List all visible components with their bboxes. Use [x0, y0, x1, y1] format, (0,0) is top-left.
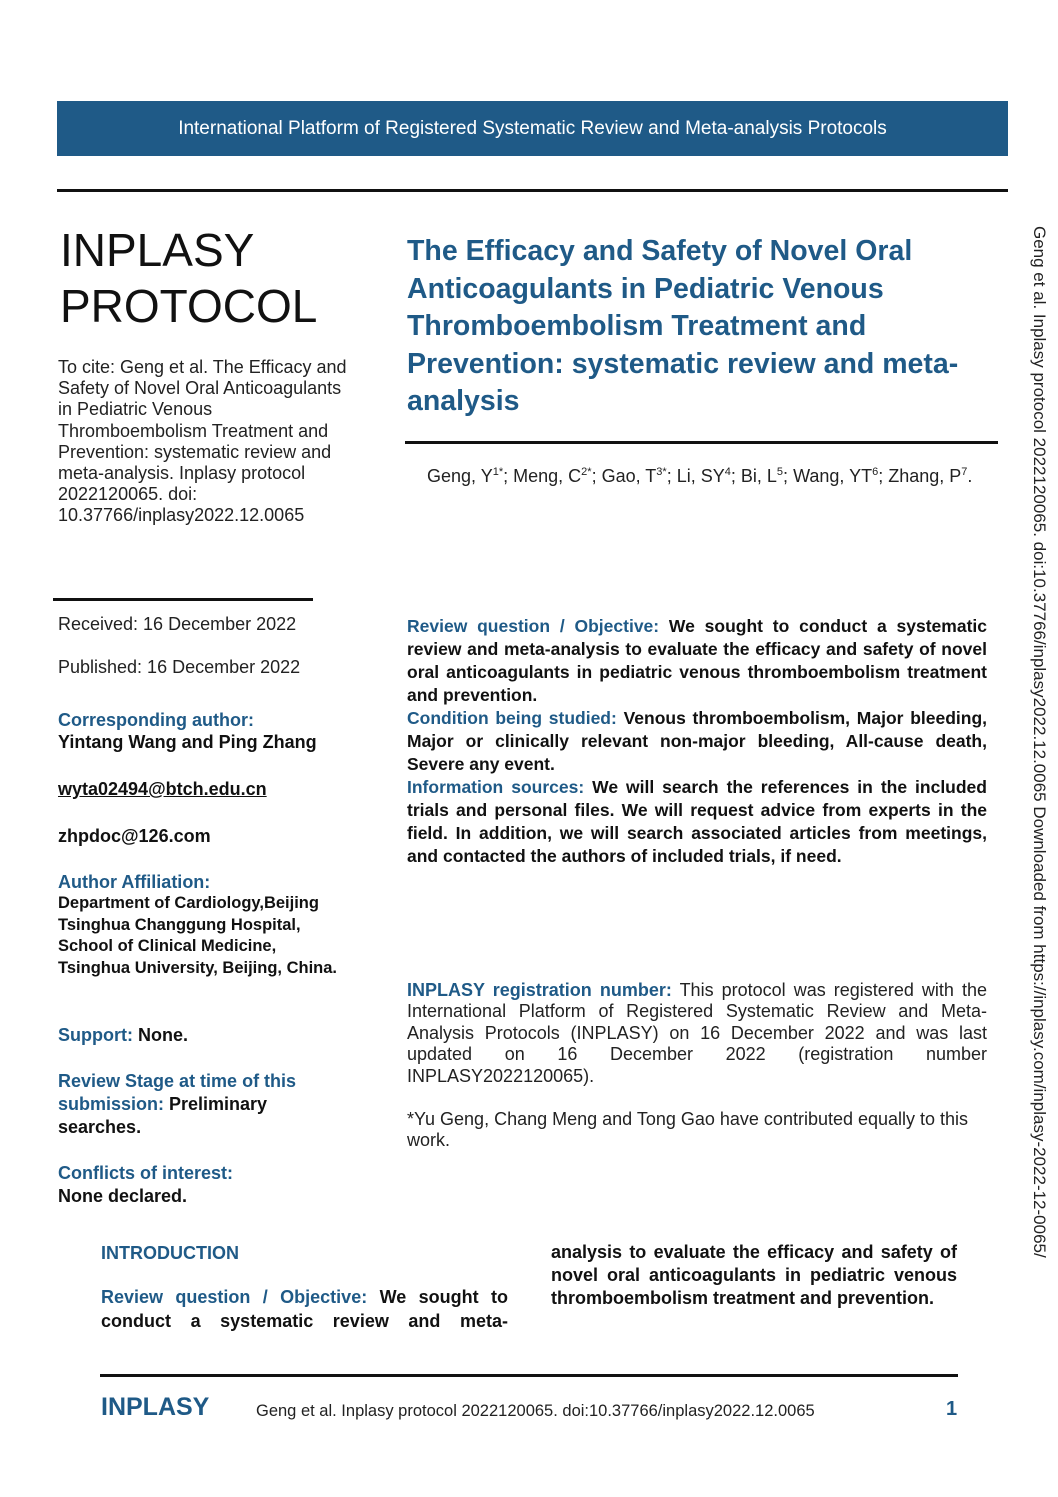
email-link-1[interactable]: wyta02494@btch.edu.cn	[58, 779, 267, 799]
conflicts-value: None declared.	[58, 1186, 188, 1206]
corresponding-author-name: Yintang Wang and Ping Zhang	[58, 732, 317, 752]
brand-line-2: PROTOCOL	[60, 280, 318, 332]
side-download-note: Geng et al. Inplasy protocol 2022120065. doi:10.37766/inplasy2022.12.0065 Downloaded from https://inplasy.com/inplasy-2022-12-0065/	[1030, 226, 1049, 1258]
introduction-right-column: analysis to evaluate the efficacy and safety of novel oral anticoagulants in pediatric venous thromboembolism treatment and prevention.	[551, 1242, 957, 1308]
footer-citation: Geng et al. Inplasy protocol 2022120065. doi:10.37766/inplasy2022.12.0065	[256, 1402, 815, 1420]
author-entry: Li, $SY^4$;	[676, 466, 741, 486]
author-affiliation-mark: 6	[872, 466, 879, 478]
abstract-condition	[407, 707, 987, 776]
equal-contribution-note: *Yu Geng, Chang Meng and Tong Gao have contributed equally to this work.	[407, 1109, 969, 1151]
author-entry: Gao, $T^{3*}$;	[601, 466, 677, 486]
introduction-objective	[101, 1285, 508, 1333]
support-value: None.	[132, 1025, 188, 1045]
published-date: Published: 16 December 2022	[58, 657, 301, 677]
author-name: Zhang, P	[888, 466, 962, 486]
corresponding-author	[58, 709, 358, 753]
objective-label: Review question / Objective:	[407, 616, 660, 636]
footer-brand: INPLASY	[101, 1393, 210, 1421]
review-stage	[58, 1070, 338, 1139]
left-divider	[53, 598, 313, 601]
author-affiliation-mark: 7	[961, 466, 968, 478]
author-affiliation	[58, 871, 358, 979]
registration-statement	[407, 980, 987, 1087]
author-entry: Wang, $YT^6$;	[793, 466, 889, 486]
support	[58, 1024, 358, 1046]
author-entry: Meng, $C^{2*}$;	[513, 466, 602, 486]
conflicts-of-interest	[58, 1162, 358, 1208]
page-number: 1	[946, 1398, 958, 1420]
received-date: Received: 16 December 2022	[58, 614, 297, 634]
review-stage-value: Preliminary searches.	[58, 1094, 268, 1137]
author-name: Li, SY	[676, 466, 725, 486]
introduction-left-column	[101, 1241, 508, 1333]
corresponding-author-label: Corresponding author:	[58, 710, 254, 730]
top-divider	[57, 189, 1008, 192]
author-affiliation-mark: 3*	[656, 466, 667, 478]
registration-text: This protocol was registered with the International Platform of Registered Systematic Review and Meta-Analysis Protocols (INPLASY) on 16 December 2022 and was last updated on 16 December 2022 (registration number INPLASY2022120065).	[407, 980, 987, 1086]
affiliation-label: Author Affiliation:	[58, 872, 211, 892]
abstract-objective	[407, 615, 987, 707]
journal-banner: International Platform of Registered Systematic Review and Meta-analysis Protocols	[57, 101, 1008, 156]
intro-objective-text: We sought to conduct a systematic review and meta-	[101, 1287, 508, 1331]
author-affiliation-mark: 2*	[581, 466, 592, 478]
author-affiliation-mark: 4	[724, 466, 731, 478]
registration-label: INPLASY registration number:	[407, 980, 672, 1000]
sources-text: We will search the references in the included trials and personal files. We will request advice from experts in the field. In addition, we will search associated articles from meetings, and contacted the authors of included trials, if need.	[407, 777, 987, 866]
introduction-heading: INTRODUCTION	[101, 1243, 239, 1263]
condition-label: Condition being studied:	[407, 708, 617, 728]
author-entry: Bi, $L^5$;	[740, 466, 794, 486]
author-name: Wang, YT	[793, 466, 873, 486]
sources-label: Information sources:	[407, 777, 585, 797]
email-2: zhpdoc@126.com	[58, 826, 211, 846]
author-name: Bi, L	[740, 466, 777, 486]
registration	[407, 980, 987, 1152]
affiliation-text: Department of Cardiology,Beijing Tsinghua Changgung Hospital, School of Clinical Medicine, Tsinghua University, Beijing, China.	[58, 894, 338, 977]
author-affiliation-mark: 5	[776, 466, 784, 478]
abstract-sources	[407, 776, 987, 868]
protocol-brand	[60, 222, 380, 334]
author-name: Geng, Y	[427, 466, 493, 486]
author-list	[427, 465, 987, 487]
author-entry: Geng, $Y^{1*}$;	[427, 466, 514, 486]
conflicts-label: Conflicts of interest:	[58, 1163, 234, 1183]
author-name: Gao, T	[601, 466, 657, 486]
review-stage-label: Review Stage at time of this submission:	[58, 1071, 297, 1114]
intro-objective-label: Review question / Objective:	[101, 1287, 368, 1307]
condition-text: Venous thromboembolism, Major bleeding, Major or clinically relevant non-major bleeding, All-cause death, Severe any event.	[407, 708, 987, 774]
footer-divider	[100, 1374, 958, 1377]
author-name: Meng, C	[513, 466, 582, 486]
citation-block: To cite: Geng et al. The Efficacy and Safety of Novel Oral Anticoagulants in Pediatric Venous Thromboembolism Treatment and Prevention: systematic review and meta-analysis. Inplasy protocol 2022120065. doi: 10.37766/inplasy2022.12.0065	[58, 357, 347, 526]
title-divider	[405, 441, 998, 444]
abstract	[407, 615, 987, 868]
objective-text: We sought to conduct a systematic review and meta-analysis to evaluate the efficacy and safety of novel oral anticoagulants in pediatric venous thromboembolism treatment and prevention.	[407, 616, 987, 705]
support-label: Support:	[58, 1025, 133, 1045]
author-entry: Zhang, $P^7$.	[888, 466, 973, 486]
brand-line-1: INPLASY	[60, 224, 255, 276]
paper-title: The Efficacy and Safety of Novel Oral Anticoagulants in Pediatric Venous Thromboembolism Treatment and Prevention: systematic review and meta-analysis	[407, 235, 959, 417]
author-affiliation-mark: 1*	[492, 466, 504, 478]
